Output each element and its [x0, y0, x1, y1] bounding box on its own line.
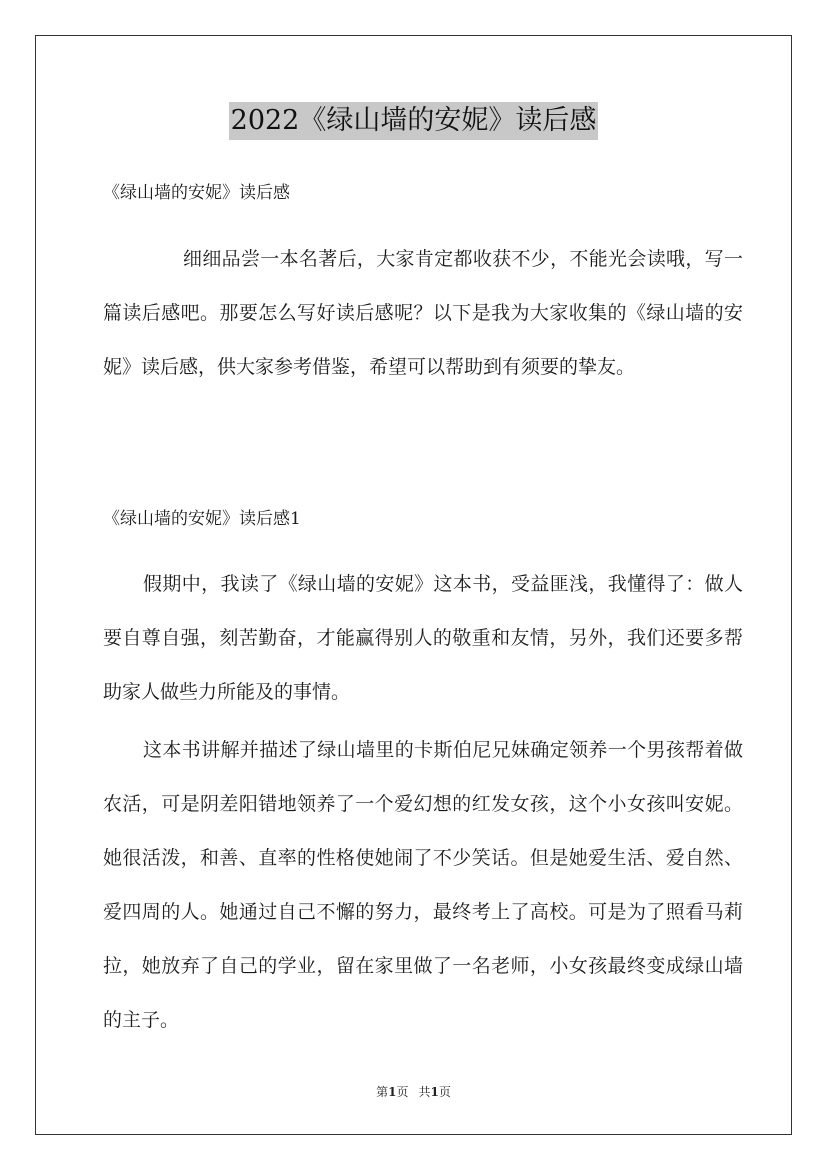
page-number: 1 [388, 1085, 397, 1099]
title-container [0, 102, 827, 140]
page-suffix: 页 [396, 1085, 409, 1099]
document-subtitle: 《绿山墙的安妮》读后感 [103, 183, 290, 203]
total-suffix: 页 [438, 1085, 451, 1099]
body-paragraph: 这本书讲解并描述了绿山墙里的卡斯伯尼兄妹确定领养一个男孩帮着做农活，可是阴差阳错地领养了一个爱幻想的红发女孩，这个小女孩叫安妮。她很活泼，和善、直率的性格使她闹了不少笑话。但是她爱生活、爱自然、爱四周的人。她通过自己不懈的努力，最终考上了高校。可是为了照看马莉拉，她放弃了自己的学业，留在家里做了一名老师，小女孩最终变成绿山墙的主子。 [103, 739, 743, 1031]
page-footer [0, 1083, 827, 1101]
total-pages: 1 [430, 1085, 439, 1099]
body-text [103, 557, 743, 1051]
body-paragraph: 假期中，我读了《绿山墙的安妮》这本书，受益匪浅，我懂得了：做人要自尊自强，刻苦勤奋，才能赢得别人的敬重和友情，另外，我们还要多帮助家人做些力所能及的事情。 [103, 573, 743, 703]
page-prefix: 第 [376, 1085, 389, 1099]
document-title: 2022《绿山墙的安妮》读后感 [229, 102, 599, 140]
intro-paragraph: 细细品尝一本名著后，大家肯定都收获不少，不能光会读哦，写一篇读后感吧。那要怎么写好读后感呢？以下是我为大家收集的《绿山墙的安妮》读后感，供大家参考借鉴，希望可以帮助到有须要的挚友。 [103, 248, 743, 378]
total-prefix: 共 [418, 1085, 431, 1099]
section-heading: 《绿山墙的安妮》读后感1 [103, 509, 301, 529]
